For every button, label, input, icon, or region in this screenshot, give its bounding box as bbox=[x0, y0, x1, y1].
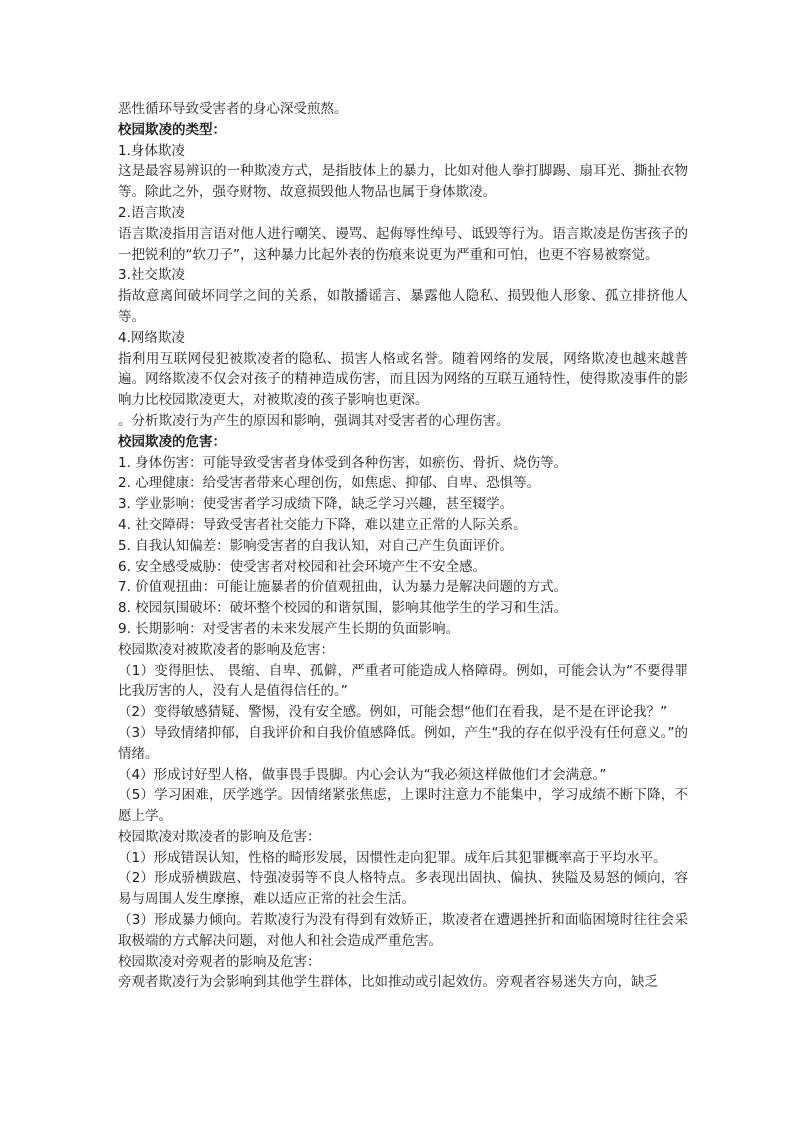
paragraph: （3）导致情绪抑郁，自我评价和自我价值感降低。例如，产生“我的存在似乎没有任何意义。”的情绪。 bbox=[118, 724, 688, 762]
paragraph: 5. 自我认知偏差：影响受害者的自我认知，对自己产生负面评价。 bbox=[118, 537, 514, 554]
paragraph: （2）形成骄横跋扈、恃强凌弱等不良人格特点。多表现出固执、偏执、狭隘及易怒的倾向，容易与周围人发生摩擦，难以适应正常的社会生活。 bbox=[118, 870, 688, 908]
paragraph: 3. 学业影响：使受害者学习成绩下降，缺乏学习兴趣，甚至辍学。 bbox=[118, 496, 514, 513]
paragraph: （4）形成讨好型人格，做事畏手畏脚。内心会认为“我必须这样做他们才会满意。” bbox=[118, 766, 607, 783]
paragraph: 9. 长期影响：对受害者的未来发展产生长期的负面影响。 bbox=[118, 620, 460, 637]
paragraph: 2.语言欺凌 bbox=[118, 204, 185, 221]
paragraph: 校园欺凌对被欺凌者的影响及危害： bbox=[118, 641, 334, 658]
paragraph: 3.社交欺凌 bbox=[118, 267, 185, 284]
section-heading: 校园欺凌的危害： bbox=[118, 433, 226, 450]
paragraph: 2. 心理健康：给受害者带来心理创伤，如焦虑、抑郁、自卑、恐惧等。 bbox=[118, 475, 541, 492]
paragraph: （5）学习困难，厌学逃学。因情绪紧张焦虑，上课时注意力不能集中，学习成绩不断下降，不愿上学。 bbox=[118, 787, 688, 825]
paragraph: 1.身体欺凌 bbox=[118, 142, 185, 159]
paragraph: 校园欺凌对欺凌者的影响及危害： bbox=[118, 828, 321, 845]
paragraph: 8. 校园氛围破坏：破坏整个校园的和谐氛围，影响其他学生的学习和生活。 bbox=[118, 600, 568, 617]
paragraph: 这是最容易辨识的一种欺凌方式，是指肢体上的暴力，比如对他人拳打脚踢、扇耳光、撕扯衣物等。除此之外，强夺财物、故意损毁他人物品也属于身体欺凌。 bbox=[118, 163, 688, 201]
paragraph: （1）变得胆怯、 畏缩、自卑、孤僻，严重者可能造成人格障碍。例如，可能会认为“不要得罪比我厉害的人，没有人是值得信任的。” bbox=[118, 662, 688, 700]
paragraph: （3）形成暴力倾向。若欺凌行为没有得到有效矫正，欺凌者在遭遇挫折和面临困境时往往会采取极端的方式解决问题，对他人和社会造成严重危害。 bbox=[118, 912, 688, 949]
paragraph: （2）变得敏感猜疑、警惕，没有安全感。例如，可能会想“他们在看我，是不是在评论我？” bbox=[118, 704, 668, 721]
paragraph: 6. 安全感受威胁：使受害者对校园和社会环境产生不安全感。 bbox=[118, 558, 487, 575]
paragraph: 语言欺凌指用言语对他人进行嘲笑、谩骂、起侮辱性绰号、诋毁等行为。语言欺凌是伤害孩子的一把锐利的“软刀子”，这种暴力比起外表的伤痕来说更为严重和可怕，也更不容易被察觉。 bbox=[118, 225, 688, 263]
paragraph: 校园欺凌对旁观者的影响及危害： bbox=[118, 953, 321, 970]
section-heading: 校园欺凌的类型： bbox=[118, 121, 226, 138]
paragraph: 7. 价值观扭曲：可能让施暴者的价值观扭曲，认为暴力是解决问题的方式。 bbox=[118, 579, 568, 596]
paragraph: 旁观者欺凌行为会影响到其他学生群体，比如推动或引起效仿。旁观者容易迷失方向，缺乏 bbox=[118, 974, 658, 991]
paragraph: （1）形成错误认知，性格的畸形发展，因惯性走向犯罪。成年后其犯罪概率高于平均水平。 bbox=[118, 849, 667, 866]
document-page bbox=[118, 99, 688, 993]
paragraph: 指利用互联网侵犯被欺凌者的隐私、损害人格或名誉。随着网络的发展，网络欺凌也越来越普遍。网络欺凌不仅会对孩子的精神造成伤害，而且因为网络的互联互通特性，使得欺凌事件的影响力比校园欺凌更大，对被欺凌的孩子影响也更深。 bbox=[118, 350, 688, 409]
paragraph: 4. 社交障碍：导致受害者社交能力下降，难以建立正常的人际关系。 bbox=[118, 516, 527, 533]
paragraph: 4.网络欺凌 bbox=[118, 329, 185, 346]
paragraph: 1. 身体伤害：可能导致受害者身体受到各种伤害，如瘀伤、骨折、烧伤等。 bbox=[118, 454, 568, 471]
paragraph: 指故意离间破坏同学之间的关系，如散播谣言、暴露他人隐私、损毁他人形象、孤立排挤他人等。 bbox=[118, 288, 688, 325]
paragraph: 恶性循环导致受害者的身心深受煎熬。 bbox=[118, 101, 348, 117]
paragraph: 。分析欺凌行为产生的原因和影响，强调其对受害者的心理伤害。 bbox=[118, 412, 510, 429]
